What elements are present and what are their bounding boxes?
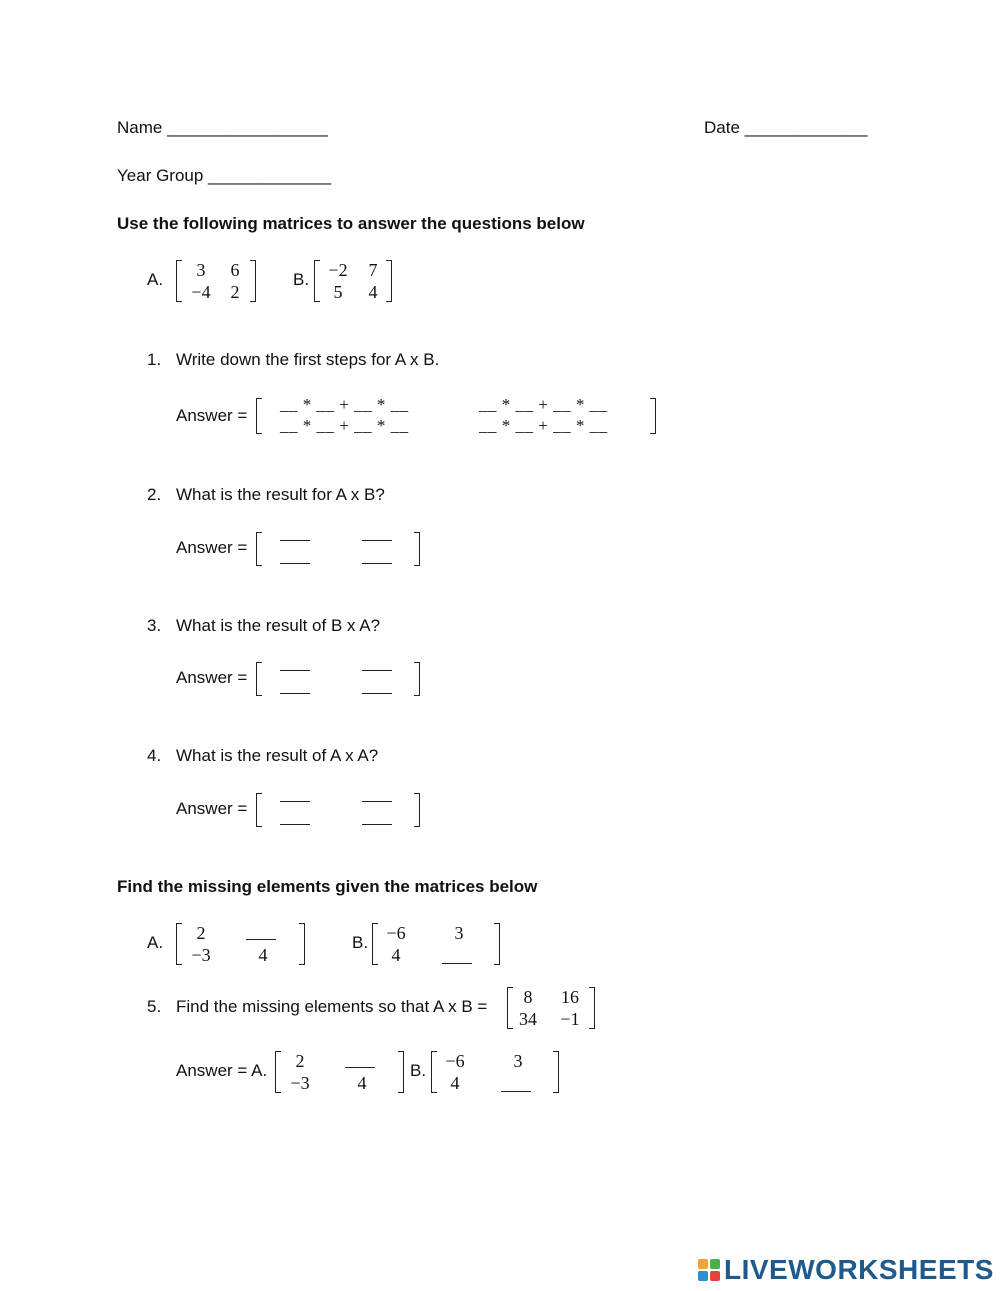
logo-text: LIVEWORKSHEETS [724, 1254, 994, 1285]
matrix-a [176, 260, 256, 302]
answer-blank[interactable] [280, 824, 310, 825]
question-4-number: 4. [147, 746, 162, 765]
matrix-b2 [372, 923, 500, 965]
answer-blank[interactable] [280, 563, 310, 564]
answer-blank[interactable] [362, 540, 392, 541]
matrix-a2-cell: 2 [196, 923, 206, 943]
question-4-answer-label: Answer = [176, 799, 248, 818]
answer-5-matrix-b [431, 1051, 559, 1093]
answer-5-b-label: B. [410, 1061, 427, 1080]
answer-5b-cell: −6 [445, 1051, 465, 1071]
name-field[interactable]: Name _________________ [117, 118, 328, 137]
target-cell: 34 [519, 1009, 537, 1029]
step-cell[interactable]: __ * __ + __ * __ [479, 395, 608, 414]
question-2-text: What is the result for A x B? [176, 485, 385, 504]
matrix-b-cell: −2 [328, 260, 348, 280]
question-3-answer-label: Answer = [176, 668, 248, 687]
target-cell: −1 [560, 1009, 580, 1029]
target-cell: 16 [561, 987, 579, 1007]
answer-4-matrix [256, 793, 420, 827]
answer-3-matrix [256, 662, 420, 696]
step-cell[interactable]: __ * __ + __ * __ [280, 395, 409, 414]
answer-1-matrix[interactable] [256, 395, 656, 435]
answer-2-matrix [256, 532, 420, 566]
matrix-b-label: B. [293, 270, 310, 289]
matrix-a-cell: −4 [191, 282, 211, 302]
year-group-field[interactable]: Year Group _____________ [117, 166, 331, 185]
question-3-text: What is the result of B x A? [176, 616, 381, 635]
question-2-answer-label: Answer = [176, 538, 248, 557]
answer-5-matrix-a [275, 1051, 404, 1093]
answer-5a-cell: 4 [357, 1073, 367, 1093]
liveworksheets-logo [698, 1254, 994, 1286]
question-1-text: Write down the first steps for A x B. [176, 350, 440, 369]
section2-instruction: Find the missing elements given the matrices below [117, 877, 538, 896]
matrix-b2-label: B. [352, 933, 369, 952]
missing-blank[interactable] [246, 939, 276, 940]
section1-instruction: Use the following matrices to answer the questions below [117, 214, 585, 233]
question-2-number: 2. [147, 485, 162, 504]
target-matrix [507, 987, 595, 1029]
answer-blank[interactable] [280, 670, 310, 671]
answer-blank[interactable] [280, 693, 310, 694]
matrix-a-cell: 3 [196, 260, 206, 280]
matrix-a-label: A. [147, 270, 164, 289]
answer-blank[interactable] [345, 1067, 375, 1068]
answer-blank[interactable] [280, 801, 310, 802]
matrix-b2-cell: −6 [386, 923, 406, 943]
question-5-number: 5. [147, 997, 162, 1016]
answer-5b-cell: 3 [513, 1051, 523, 1071]
answer-5b-cell: 4 [450, 1073, 460, 1093]
matrix-a2-label: A. [147, 933, 164, 952]
answer-5a-cell: −3 [290, 1073, 310, 1093]
matrix-b2-cell: 3 [454, 923, 464, 943]
answer-blank[interactable] [362, 563, 392, 564]
answer-blank[interactable] [501, 1091, 531, 1092]
answer-blank[interactable] [362, 801, 392, 802]
question-1-answer-label: Answer = [176, 406, 248, 425]
step-cell[interactable]: __ * __ + __ * __ [280, 416, 409, 435]
answer-5a-cell: 2 [295, 1051, 305, 1071]
matrix-b-cell: 5 [333, 282, 343, 302]
date-field[interactable]: Date _____________ [704, 118, 868, 137]
matrix-b-cell: 4 [368, 282, 378, 302]
matrix-a2-cell: −3 [191, 945, 211, 965]
question-5-answer-label: Answer = A. [176, 1061, 268, 1080]
matrix-b-cell: 7 [368, 260, 378, 280]
matrix-a-cell: 6 [230, 260, 240, 280]
matrix-b [314, 260, 392, 302]
matrix-a2-cell: 4 [258, 945, 268, 965]
question-4-text: What is the result of A x A? [176, 746, 379, 765]
missing-blank[interactable] [442, 963, 472, 964]
matrix-a-cell: 2 [230, 282, 240, 302]
question-3-number: 3. [147, 616, 162, 635]
question-5-text: Find the missing elements so that A x B = [176, 997, 488, 1016]
matrix-b2-cell: 4 [391, 945, 401, 965]
answer-blank[interactable] [362, 693, 392, 694]
question-1-number: 1. [147, 350, 162, 369]
answer-blank[interactable] [362, 670, 392, 671]
target-cell: 8 [523, 987, 533, 1007]
answer-blank[interactable] [362, 824, 392, 825]
step-cell[interactable]: __ * __ + __ * __ [479, 416, 608, 435]
liveworksheets-logo-icon [698, 1259, 720, 1281]
matrix-a2 [176, 923, 305, 965]
answer-blank[interactable] [280, 540, 310, 541]
